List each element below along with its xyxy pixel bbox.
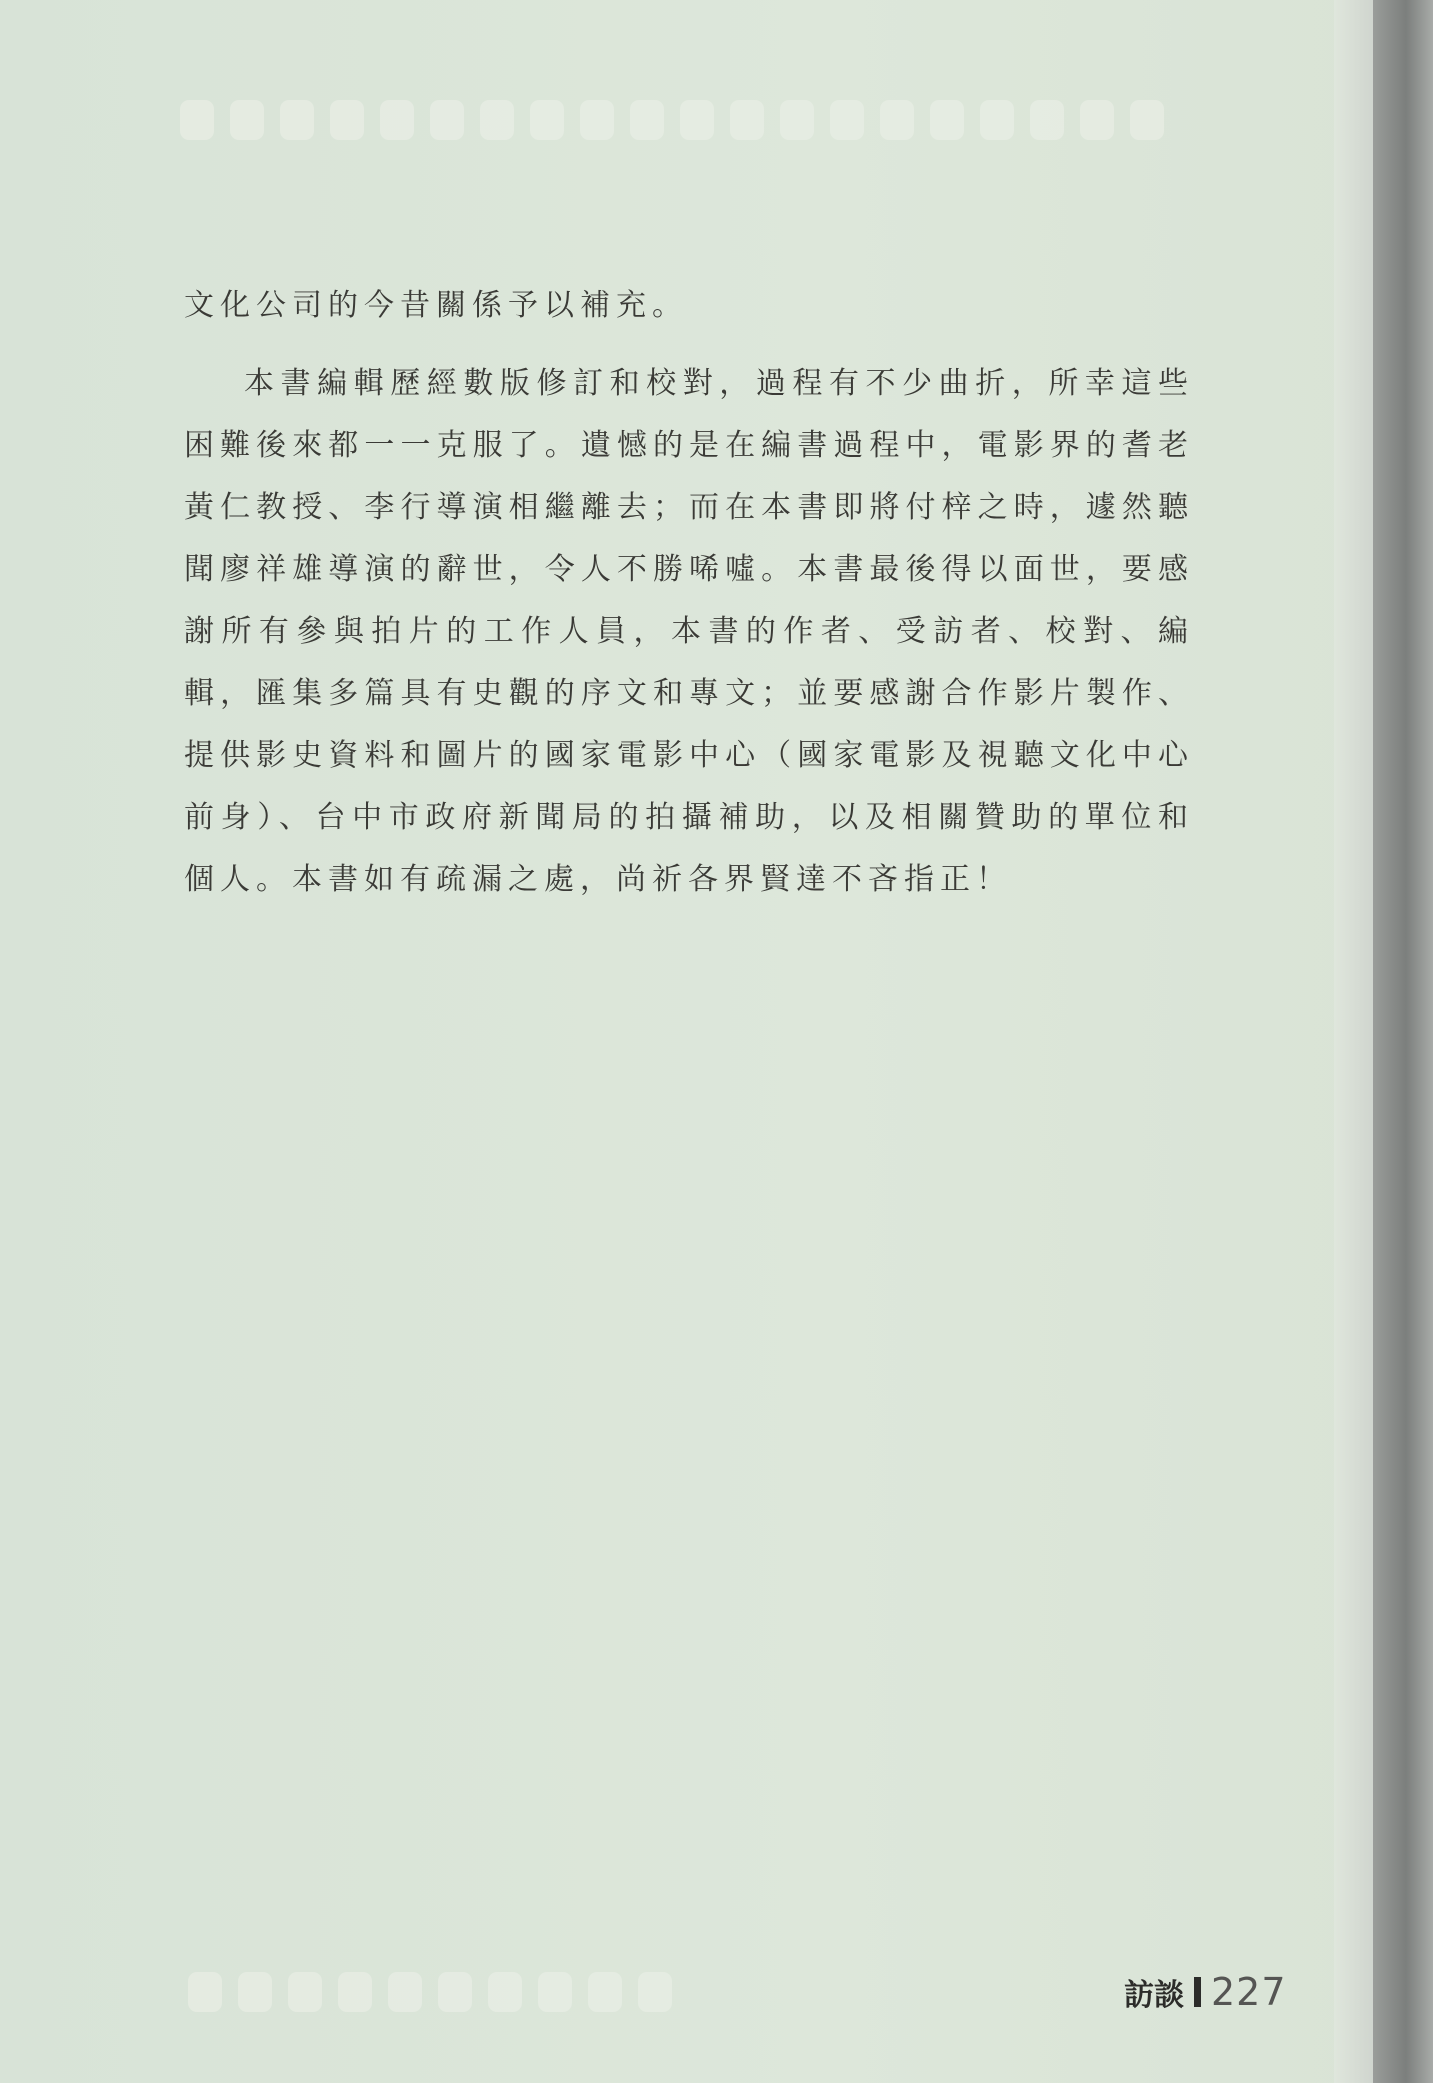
film-hole <box>330 100 364 140</box>
footer-divider <box>1194 1977 1201 2007</box>
film-hole <box>1030 100 1064 140</box>
film-hole <box>480 100 514 140</box>
film-hole <box>780 100 814 140</box>
film-hole <box>680 100 714 140</box>
film-hole <box>588 1972 622 2012</box>
film-hole <box>388 1972 422 2012</box>
film-hole <box>188 1972 222 2012</box>
film-hole <box>380 100 414 140</box>
top-film-strip-decoration <box>180 100 1164 140</box>
page-footer <box>1124 1970 1287 2014</box>
film-hole <box>538 1972 572 2012</box>
paragraph-2: 本書編輯歷經數版修訂和校對，過程有不少曲折，所幸這些困難後來都一一克服了。遺憾的是在編書過程中，電影界的耆老黃仁教授、李行導演相繼離去；而在本書即將付梓之時，遽然聽聞廖祥雄導演的辭世，令人不勝唏噓。本書最後得以面世，要感謝所有參與拍片的工作人員，本書的作者、受訪者、校對、編輯，匯集多篇具有史觀的序文和專文；並要感謝合作影片製作、提供影史資料和圖片的國家電影中心（國家電影及視聽文化中心前身）、台中市政府新聞局的拍攝補助，以及相關贊助的單位和個人。本書如有疏漏之處，尚祈各界賢達不吝指正！ <box>184 366 1194 897</box>
film-hole <box>238 1972 272 2012</box>
paragraph-1: 文化公司的今昔關係予以補充。 <box>184 288 688 323</box>
book-spine-edge <box>1373 0 1433 2083</box>
film-hole <box>280 100 314 140</box>
film-hole <box>630 100 664 140</box>
body-text <box>184 275 1194 911</box>
film-hole <box>730 100 764 140</box>
film-hole <box>288 1972 322 2012</box>
film-hole <box>488 1972 522 2012</box>
page-number: 227 <box>1211 1970 1287 2014</box>
film-hole <box>638 1972 672 2012</box>
section-label: 訪談 <box>1124 1978 1184 2013</box>
film-hole <box>180 100 214 140</box>
film-hole <box>338 1972 372 2012</box>
film-hole <box>930 100 964 140</box>
film-hole <box>1130 100 1164 140</box>
film-hole <box>880 100 914 140</box>
film-hole <box>1080 100 1114 140</box>
film-hole <box>830 100 864 140</box>
film-hole <box>530 100 564 140</box>
film-hole <box>230 100 264 140</box>
film-hole <box>580 100 614 140</box>
film-hole <box>430 100 464 140</box>
bottom-film-strip-decoration <box>188 1972 672 2012</box>
film-hole <box>980 100 1014 140</box>
film-hole <box>438 1972 472 2012</box>
